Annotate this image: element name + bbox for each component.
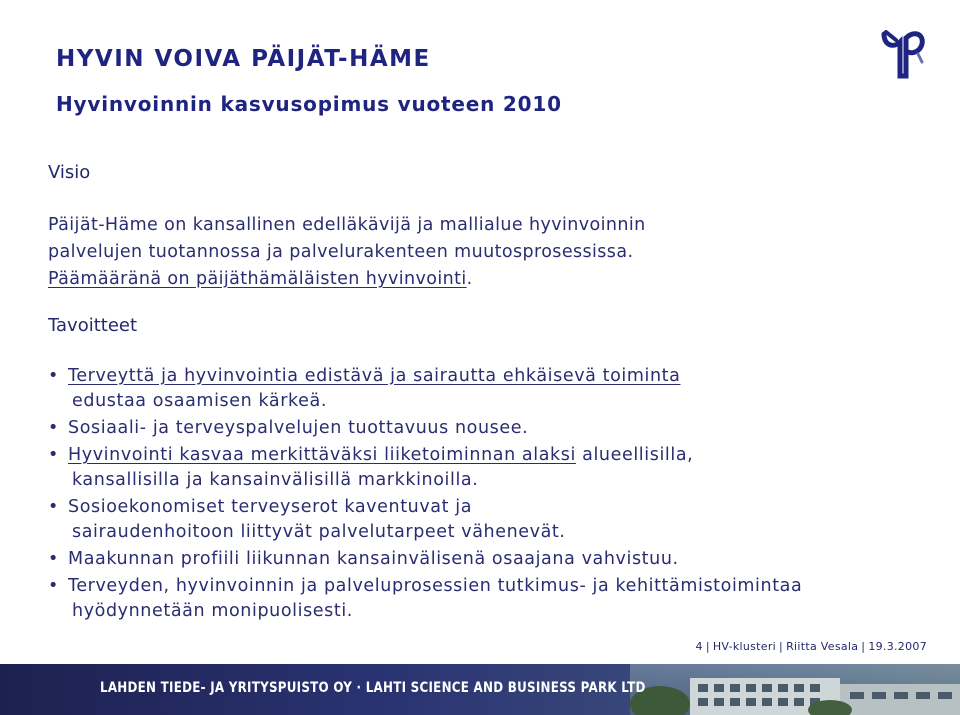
vision-line <box>48 266 646 293</box>
goal-item <box>48 416 802 441</box>
footer-info: 4 | HV-klusteri | Riitta Vesala | 19.3.2007 <box>695 640 927 653</box>
bullet-icon: • <box>48 576 59 596</box>
goal-item <box>48 364 802 414</box>
goal-text-rest: alueellisilla, <box>575 445 694 465</box>
goal-text: Sosiaali- ja terveyspalvelujen tuottavuus nousee. <box>68 418 529 438</box>
organization-logo <box>880 28 926 80</box>
goal-item <box>48 443 802 493</box>
page-title: HYVIN VOIVA PÄIJÄT-HÄME <box>56 46 431 72</box>
goal-text: Terveyden, hyvinvoinnin ja palveluprosessien tutkimus- ja kehittämistoimintaa <box>68 576 803 596</box>
vision-heading: Visio <box>48 162 91 183</box>
goal-text: Sosioekonomiset terveyserot kaventuvat ja <box>68 497 473 517</box>
bullet-icon: • <box>48 497 59 517</box>
bullet-icon: • <box>48 445 59 465</box>
footer-author: Riitta Vesala <box>786 640 859 653</box>
goal-text: Maakunnan profiili liikunnan kansainvälisenä osaajana vahvistuu. <box>68 549 679 569</box>
goal-text-cont: kansallisilla ja kansainvälisillä markkinoilla. <box>72 470 479 490</box>
goal-text: Hyvinvointi kasvaa merkittäväksi liiketoiminnan alaksi <box>68 445 576 465</box>
goals-heading: Tavoitteet <box>48 315 138 336</box>
footer-date: 19.3.2007 <box>868 640 927 653</box>
vision-line-end: . <box>466 269 473 289</box>
bullet-icon: • <box>48 418 59 438</box>
goal-text-cont: edustaa osaamisen kärkeä. <box>72 391 327 411</box>
page-number: 4 <box>695 640 703 653</box>
goal-item <box>48 547 802 572</box>
building-photo <box>630 664 960 715</box>
goal-text-cont: hyödynnetään monipuolisesti. <box>72 601 353 621</box>
bullet-icon: • <box>48 366 59 386</box>
goal-text-cont: sairaudenhoitoon liittyvät palvelutarpeet vähenevät. <box>72 522 566 542</box>
footer-banner <box>0 664 960 715</box>
vision-line: palvelujen tuotannossa ja palvelurakenteen muutosprosessissa. <box>48 242 634 262</box>
footer-project: HV-klusteri <box>712 640 777 653</box>
page-subtitle: Hyvinvoinnin kasvusopimus vuoteen 2010 <box>56 92 562 116</box>
goal-item <box>48 495 802 545</box>
vision-line: Päijät-Häme on kansallinen edelläkävijä ja mallialue hyvinvoinnin <box>48 215 646 235</box>
vision-link-text: Päämääränä on päijäthämäläisten hyvinvointi <box>48 269 467 289</box>
bullet-icon: • <box>48 549 59 569</box>
banner-text: LAHDEN TIEDE- JA YRITYSPUISTO OY · LAHTI SCIENCE AND BUSINESS PARK LTD <box>100 680 646 696</box>
goals-list <box>48 364 802 626</box>
vision-text <box>48 212 646 293</box>
goal-item <box>48 574 802 624</box>
goal-text: Terveyttä ja hyvinvointia edistävä ja sairautta ehkäisevä toiminta <box>68 366 681 386</box>
